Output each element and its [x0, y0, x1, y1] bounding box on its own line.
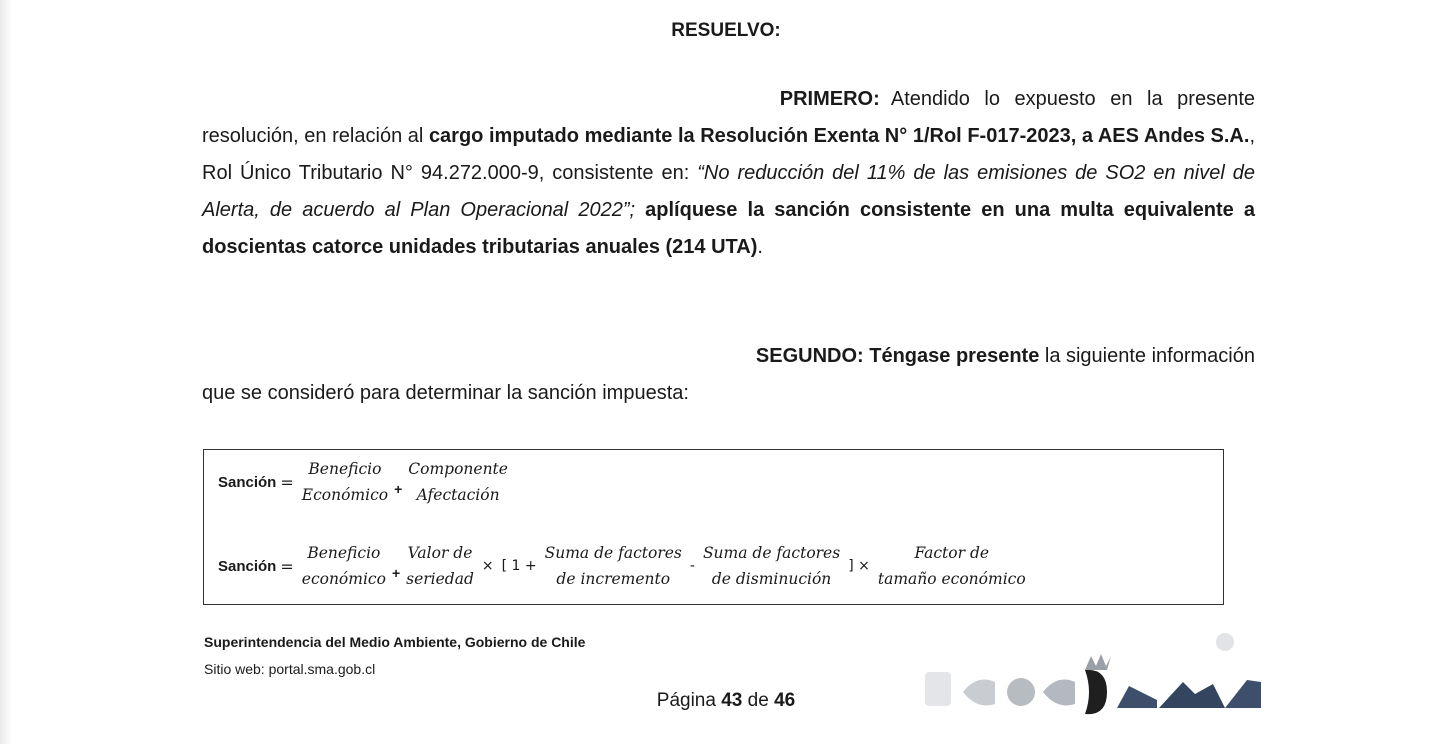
primero-paragraph	[202, 81, 1255, 266]
fraction-denominator: Económico	[301, 486, 389, 504]
formula-2-fraction-economic-benefit	[302, 540, 386, 592]
fraction-numerator: Factor de	[914, 544, 990, 562]
segundo-paragraph	[202, 338, 1255, 412]
formula-1-label: Sanción	[218, 473, 277, 491]
fraction-numerator: Beneficio	[307, 544, 381, 562]
footer-organization: Superintendencia del Medio Ambiente, Gobierno de Chile	[204, 634, 586, 650]
formula-row-2	[218, 540, 1030, 592]
fraction-denominator: de disminución	[711, 570, 832, 588]
resolution-heading: RESUELVO:	[671, 20, 781, 41]
fraction-numerator: Suma de factores	[544, 544, 682, 562]
formula-2-bracket-open: [ 1 +	[501, 558, 537, 574]
formula-2-fraction-size-factor	[878, 540, 1026, 592]
segundo-emphasis: Téngase presente	[863, 345, 1040, 367]
footer-website: Sitio web: portal.sma.gob.cl	[204, 661, 376, 677]
primero-sanction: aplíquese la sanción consistente en una multa equivalente a doscientas catorce unidades tributarias anuales (214 UTA)	[202, 199, 1256, 258]
formula-1-plus: +	[394, 481, 403, 497]
sma-logo-icon	[925, 630, 1265, 715]
formula-2-minus: -	[689, 558, 695, 574]
primero-text-2: , Rol Único Tributario N° 94.272.000-9, consistente en:	[202, 125, 1255, 184]
fraction-denominator: Afectación	[416, 486, 500, 504]
formula-row-1	[218, 456, 512, 508]
fraction-denominator: seriedad	[406, 570, 474, 588]
formula-2-fraction-seriousness	[406, 540, 474, 592]
formula-2-label: Sanción	[218, 557, 277, 575]
primero-text-1: resolución, en relación al	[202, 125, 429, 147]
fraction-denominator: económico	[301, 570, 386, 588]
page-total: 46	[774, 690, 796, 711]
primero-label: PRIMERO:	[779, 88, 880, 110]
sanction-formula-box	[203, 449, 1224, 605]
segundo-first-line	[202, 338, 1255, 375]
formula-1-equals: =	[280, 472, 294, 492]
page-current: 43	[721, 690, 743, 711]
scan-edge	[0, 0, 12, 744]
formula-2-fraction-increment-factors	[545, 540, 682, 592]
segundo-first-line-text: la siguiente información	[1039, 345, 1255, 367]
segundo-label: SEGUNDO:	[755, 345, 864, 367]
formula-2-plus: +	[391, 565, 401, 581]
primero-charge: cargo imputado mediante la Resolución Exenta N° 1/Rol F-017-2023, a AES Andes S.A.	[428, 125, 1250, 147]
fraction-numerator: Componente	[408, 460, 508, 478]
formula-2-equals: =	[280, 556, 294, 576]
fraction-numerator: Valor de	[407, 544, 473, 562]
page-separator: de	[742, 690, 775, 711]
formula-1-fraction-economic-benefit	[302, 456, 388, 508]
primero-first-line	[202, 81, 1255, 118]
primero-charge-description: “No reducción del 11% de las emisiones de SO2 en nivel de Alerta, de acuerdo al Plan Operacional 2022”;	[202, 162, 1256, 221]
segundo-second-line: que se consideró para determinar la sanción impuesta:	[202, 382, 689, 404]
formula-2-fraction-decrement-factors	[703, 540, 840, 592]
page-prefix: Página	[656, 690, 722, 711]
fraction-numerator: Beneficio	[308, 460, 382, 478]
formula-2-bracket-close: ] ×	[848, 558, 870, 574]
primero-first-line-text: Atendido lo expuesto en la presente	[890, 88, 1255, 110]
formula-1-fraction-affectation	[408, 456, 508, 508]
fraction-numerator: Suma de factores	[702, 544, 841, 562]
primero-text-3: .	[757, 236, 763, 258]
formula-2-times: ×	[481, 558, 494, 574]
fraction-denominator: tamaño económico	[877, 570, 1026, 588]
fraction-denominator: de incremento	[556, 570, 671, 588]
primero-body	[202, 118, 1255, 266]
